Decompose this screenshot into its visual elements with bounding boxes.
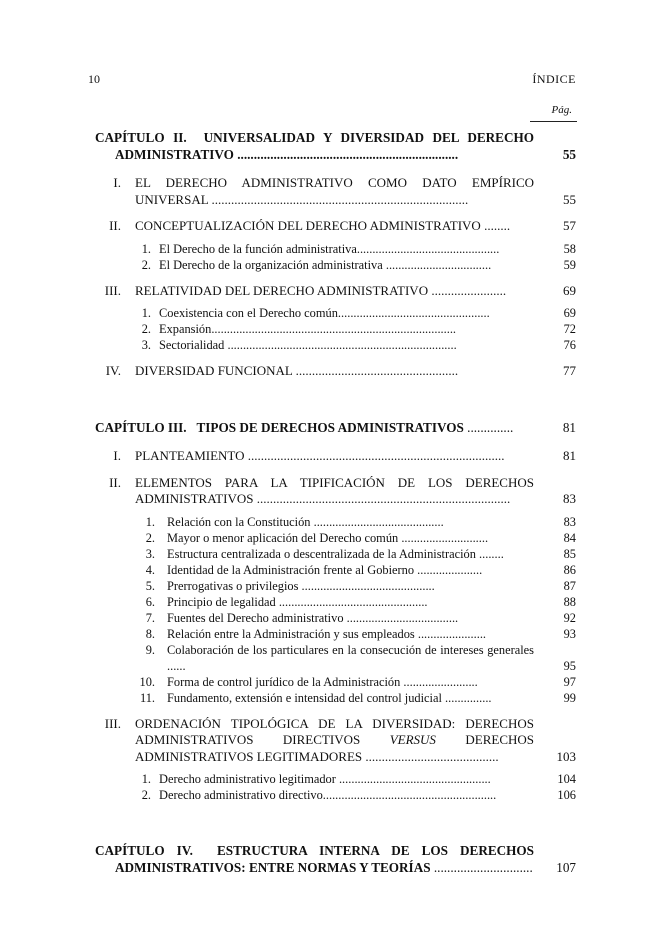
section-title: ORDENACIÓN TIPOLÓGICA DE LA DIVERSIDAD: DERECHOS ADMINISTRATIVOS DIRECTIVOS: [135, 715, 534, 747]
chapter-title: TIPOS DE DERECHOS ADMINISTRATIVOS: [196, 419, 464, 435]
subsection-title: El Derecho de la organización administrativa: [159, 257, 383, 272]
chapter-title: ESTRUCTURA INTERNA DE LOS DERECHOS ADMINISTRATIVOS: ENTRE NORMAS Y TEORÍAS: [115, 843, 535, 875]
subsection-title: Identidad de la Administración frente al Gobierno: [167, 562, 415, 577]
toc-page-number: 85: [563, 546, 576, 561]
toc-chapter-2[interactable]: CAPÍTULO II. UNIVERSALIDAD Y DIVERSIDAD DEL DERECHO ADMINISTRATIVO ................................................................... 55: [95, 130, 576, 162]
subsection-number: 7.: [145, 610, 155, 625]
subsection-number: 2.: [141, 788, 151, 802]
toc-page-number: 97: [563, 674, 576, 689]
toc-section[interactable]: IV. DIVERSIDAD FUNCIONAL .................................................. 77: [95, 363, 576, 380]
subsection-number: 10.: [139, 674, 155, 689]
toc-page-number: 55: [562, 146, 576, 162]
toc-subsection[interactable]: 1. Derecho administrativo legitimador ................................................. 104: [95, 771, 576, 787]
subsection-number: 1.: [145, 514, 155, 529]
section-title: RELATIVIDAD DEL DERECHO ADMINISTRATIVO: [135, 282, 429, 298]
toc-subsection[interactable]: 2. Expansión............................................................................... 72: [95, 321, 576, 337]
toc-subsection[interactable]: 5. Prerrogativas o privilegios ........................................... 87: [95, 578, 576, 594]
page-column-label: Pág.: [551, 104, 572, 116]
toc-page-number: 69: [563, 306, 576, 320]
toc-section[interactable]: II. CONCEPTUALIZACIÓN DEL DERECHO ADMINISTRATIVO ........ 57: [95, 218, 576, 235]
toc-page-number: 88: [563, 594, 576, 609]
toc-page-number: 99: [563, 690, 576, 705]
toc-section[interactable]: III. RELATIVIDAD DEL DERECHO ADMINISTRATIVO ....................... 69: [95, 283, 576, 300]
subsection-number: 6.: [145, 594, 155, 609]
section-number: I.: [113, 175, 121, 190]
section-title: CONCEPTUALIZACIÓN DEL DERECHO ADMINISTRATIVO: [135, 218, 481, 233]
toc-page-number: 104: [557, 772, 576, 786]
subsection-title: Expansión: [159, 322, 212, 336]
toc-subsection[interactable]: 2. Derecho administrativo directivo........................................................ 106: [95, 787, 576, 803]
subsection-title: Coexistencia con el Derecho común: [159, 306, 338, 320]
section-title: EL DERECHO ADMINISTRATIVO COMO DATO EMPÍRICO UNIVERSAL: [135, 175, 534, 207]
subsection-title: Prerrogativas o privilegios: [167, 578, 299, 593]
subsection-number: 9.: [145, 642, 155, 657]
chapter-label: CAPÍTULO III.: [95, 419, 187, 435]
section-number: II.: [109, 218, 121, 233]
toc-subsection[interactable]: 1. Relación con la Constitución .......................................... 83: [95, 514, 576, 530]
toc-page-number: 92: [563, 610, 576, 625]
chapter-label: CAPÍTULO II.: [95, 130, 187, 145]
section-number: II.: [109, 474, 121, 490]
section-number: IV.: [105, 363, 121, 378]
toc-page-number: 59: [563, 257, 576, 272]
toc-section[interactable]: I. PLANTEAMIENTO ............................................................................... 81: [95, 448, 576, 465]
toc-page-number: 69: [563, 282, 576, 298]
versus-italic: VERSUS: [389, 732, 436, 747]
subsection-title: Sectorialidad: [159, 338, 225, 352]
toc-subsection[interactable]: 6. Principio de legalidad ................................................ 88: [95, 594, 576, 610]
subsection-number: 3.: [141, 338, 151, 352]
section-number: I.: [113, 448, 121, 463]
toc-page-number: 81: [562, 419, 576, 435]
subsection-number: 2.: [141, 257, 151, 272]
table-of-contents: [95, 130, 576, 876]
toc-page-number: 86: [563, 562, 576, 577]
toc-page-number: 77: [563, 363, 576, 378]
toc-page-number: 95: [563, 658, 576, 673]
chapter-title: UNIVERSALIDAD Y DIVERSIDAD DEL DERECHO ADMINISTRATIVO: [115, 130, 535, 162]
section-number: III.: [104, 715, 121, 731]
toc-subsection[interactable]: 1. El Derecho de la función administrativa.............................................. 58: [95, 241, 576, 257]
subsection-number: 5.: [145, 578, 155, 593]
subsection-title: Fundamento, extensión e intensidad del control judicial: [167, 690, 442, 705]
subsection-title: Fuentes del Derecho administrativo: [167, 610, 344, 625]
subsection-title: Estructura centralizada o descentralizada de la Administración: [167, 546, 476, 561]
section-number: III.: [104, 282, 121, 298]
toc-page-number: 55: [563, 191, 576, 207]
subsection-title: Mayor o menor aplicación del Derecho común: [167, 530, 399, 545]
toc-subsection[interactable]: 4. Identidad de la Administración frente al Gobierno ..................... 86: [95, 562, 576, 578]
subsection-number: 4.: [145, 562, 155, 577]
section-title: PLANTEAMIENTO: [135, 448, 245, 463]
page-column-rule: [530, 121, 577, 122]
toc-subsection[interactable]: 9. Colaboración de los particulares en la consecución de intereses generales ...... 95: [95, 642, 576, 674]
running-title: ÍNDICE: [532, 72, 576, 86]
toc-page-number: 84: [563, 530, 576, 545]
toc-subsection[interactable]: 2. El Derecho de la organización administrativa .................................. 59: [95, 257, 576, 273]
toc-page-number: 81: [563, 448, 576, 463]
subsection-number: 1.: [141, 772, 151, 786]
section-title-cont: DERECHOS ADMINISTRATIVOS LEGITIMADORES: [135, 732, 535, 764]
toc-section[interactable]: I. EL DERECHO ADMINISTRATIVO COMO DATO EMPÍRICO UNIVERSAL ............................................................................... 55: [95, 175, 576, 208]
toc-page-number: 76: [563, 338, 576, 352]
toc-page-number: 83: [563, 514, 576, 529]
subsection-number: 3.: [145, 546, 155, 561]
toc-page-number: 57: [563, 218, 576, 233]
subsection-number: 8.: [145, 626, 155, 641]
toc-subsection[interactable]: 8. Relación entre la Administración y sus empleados ...................... 93: [95, 626, 576, 642]
toc-page-number: 103: [556, 748, 576, 764]
chapter-label: CAPÍTULO IV.: [95, 843, 193, 858]
toc-subsection[interactable]: 2. Mayor o menor aplicación del Derecho común ............................ 84: [95, 530, 576, 546]
toc-subsection[interactable]: 10. Forma de control jurídico de la Administración ........................ 97: [95, 674, 576, 690]
subsection-number: 11.: [139, 690, 155, 705]
toc-section[interactable]: II. ELEMENTOS PARA LA TIPIFICACIÓN DE LOS DERECHOS ADMINISTRATIVOS .............................................................................. 83: [95, 475, 576, 508]
toc-page-number: 72: [563, 322, 576, 336]
subsection-title: El Derecho de la función administrativa: [159, 241, 357, 256]
toc-page-number: 87: [563, 578, 576, 593]
toc-page-number: 106: [557, 788, 576, 802]
toc-page-number: 93: [563, 626, 576, 641]
subsection-number: 1.: [141, 306, 151, 320]
toc-subsection[interactable]: 11. Fundamento, extensión e intensidad del control judicial ............... 99: [95, 690, 576, 706]
page-number: 10: [88, 72, 100, 86]
section-title: ELEMENTOS PARA LA TIPIFICACIÓN DE LOS DERECHOS ADMINISTRATIVOS: [135, 474, 534, 506]
toc-subsection[interactable]: 3. Sectorialidad .......................................................................... 76: [95, 337, 576, 353]
subsection-title: Relación entre la Administración y sus empleados: [167, 626, 415, 641]
toc-page-number: 58: [563, 241, 576, 256]
toc-chapter-4[interactable]: CAPÍTULO IV. ESTRUCTURA INTERNA DE LOS DERECHOS ADMINISTRATIVOS: ENTRE NORMAS Y TEORÍAS .............................. 107: [95, 843, 576, 875]
subsection-number: 2.: [141, 322, 151, 336]
subsection-title: Forma de control jurídico de la Administración: [167, 674, 401, 689]
subsection-title: Derecho administrativo directivo: [159, 788, 323, 802]
toc-page-number: 83: [563, 491, 576, 506]
section-title: DIVERSIDAD FUNCIONAL: [135, 363, 293, 378]
subsection-title: Derecho administrativo legitimador: [159, 772, 336, 786]
toc-subsection[interactable]: 3. Estructura centralizada o descentralizada de la Administración ........ 85: [95, 546, 576, 562]
subsection-title: Relación con la Constitución: [167, 514, 311, 529]
subsection-title: Colaboración de los particulares en la consecución de intereses generales: [167, 642, 534, 657]
subsection-title: Principio de legalidad: [167, 594, 276, 609]
toc-chapter-3[interactable]: CAPÍTULO III. TIPOS DE DERECHOS ADMINISTRATIVOS .............. 81: [95, 419, 576, 435]
subsection-number: 2.: [145, 530, 155, 545]
subsection-list: [95, 514, 576, 706]
toc-section[interactable]: III. ORDENACIÓN TIPOLÓGICA DE LA DIVERSIDAD: DERECHOS ADMINISTRATIVOS DIRECTIVOS VERSUS DERECHOS ADMINISTRATIVOS LEGITIMADORES ......................................... 103: [95, 716, 576, 766]
toc-page-number: 107: [556, 859, 576, 875]
toc-subsection[interactable]: 7. Fuentes del Derecho administrativo .................................... 92: [95, 610, 576, 626]
toc-subsection[interactable]: 1. Coexistencia con el Derecho común................................................. 69: [95, 305, 576, 321]
subsection-number: 1.: [141, 241, 151, 256]
